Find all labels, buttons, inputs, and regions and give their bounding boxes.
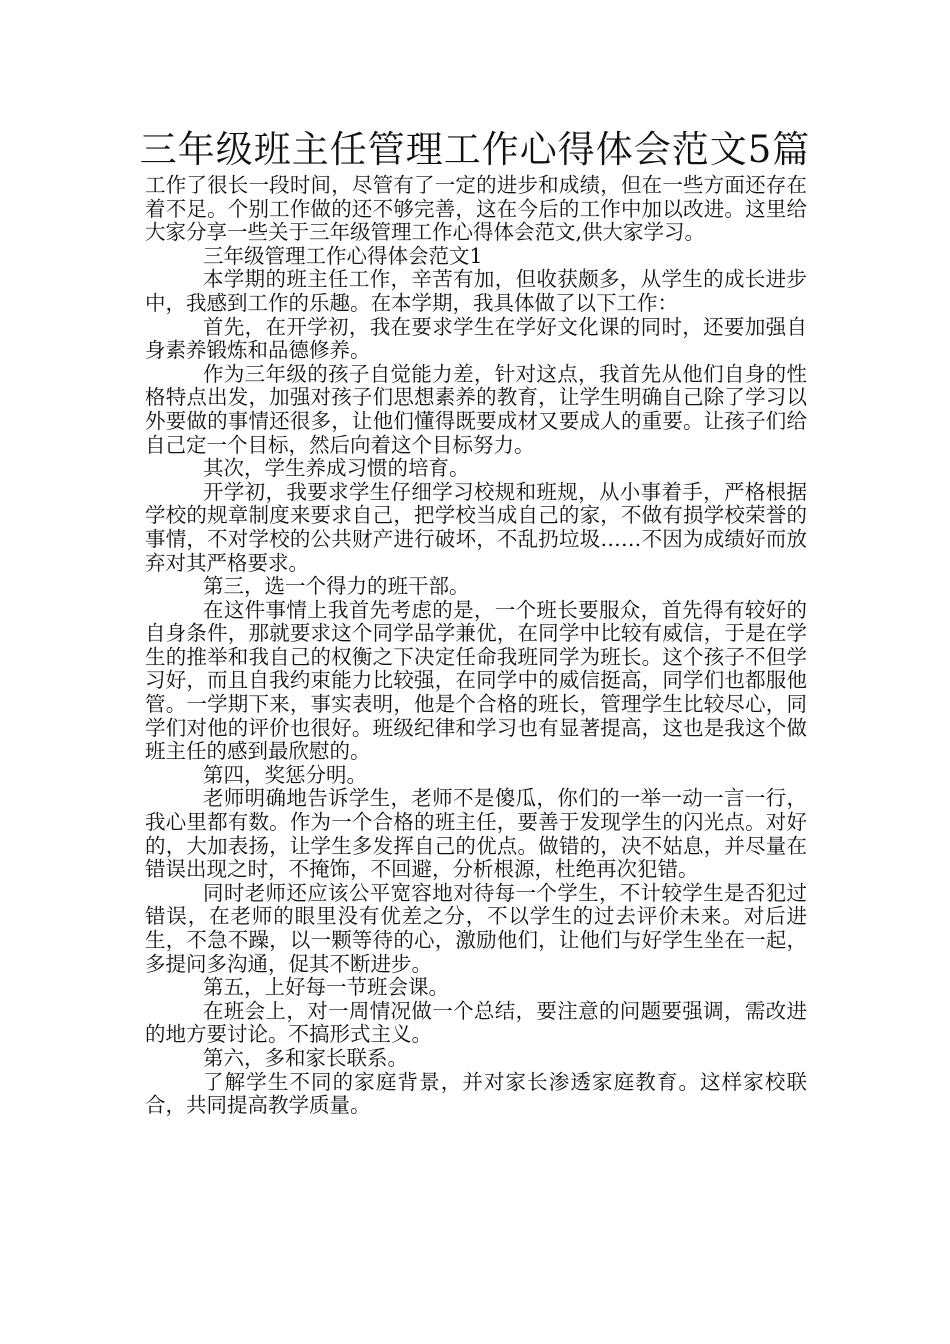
- paragraph: 第三，选一个得力的班干部。: [203, 574, 470, 599]
- paragraph: 首先，在开学初，我在要求学生在学好文化课的同时，还要加强自身素养锻炼和品德修养。: [145, 314, 807, 363]
- paragraph: 三年级管理工作心得体会范文1: [203, 243, 483, 268]
- paragraph: 同时老师还应该公平宽容地对待每一个学生，不计较学生是否犯过错误，在老师的眼里没有优差之分，不以学生的过去评价未来。对后进生，不急不躁，以一颗等待的心，激励他们，让他们与好学生坐在一起，多提问多沟通，促其不断进步。: [145, 880, 807, 976]
- paragraph: 在这件事情上我首先考虑的是，一个班长要服众，首先得有较好的自身条件，那就要求这个同学品学兼优，在同学中比较有威信，于是在学生的推举和我自己的权衡之下决定任命我班同学为班长。这个孩子不但学习好，而且自我约束能力比较强，在同学中的威信挺高，同学们也都服他管。一学期下来，事实表明，他是个合格的班长，管理学生比较尽心，同学们对他的评价也很好。班级纪律和学习也有显著提高，这也是我这个做班主任的感到最欣慰的。: [145, 597, 807, 764]
- paragraph: 开学初，我要求学生仔细学习校规和班规，从小事着手，严格根据学校的规章制度来要求自己，把学校当成自己的家，不做有损学校荣誉的事情，不对学校的公共财产进行破坏，不乱扔垃圾……不因为成绩好而放弃对其严格要求。: [145, 479, 807, 575]
- paragraph: 其次，学生养成习惯的培育。: [203, 456, 470, 481]
- paragraph: 工作了很长一段时间，尽管有了一定的进步和成绩，但在一些方面还存在着不足。个别工作做的还不够完善，这在今后的工作中加以改进。这里给大家分享一些关于三年级管理工作心得体会范文,供大家学习。: [145, 173, 807, 245]
- paragraph: 第四，奖惩分明。: [203, 762, 367, 787]
- paragraph: 了解学生不同的家庭背景，并对家长渗透家庭教育。这样家校联合，共同提高教学质量。: [145, 1069, 807, 1118]
- paragraph: 第五，上好每一节班会课。: [203, 975, 449, 1000]
- paragraph: 老师明确地告诉学生，老师不是傻瓜，你们的一举一动一言一行，我心里都有数。作为一个合格的班主任，要善于发现学生的闪光点。对好的，大加表扬，让学生多发挥自己的优点。做错的，决不姑息，并尽量在错误出现之时，不掩饰，不回避，分析根源，杜绝再次犯错。: [145, 786, 807, 882]
- paragraph: 第六，多和家长联系。: [203, 1045, 408, 1070]
- page-title: 三年级班主任管理工作心得体会范文5篇: [139, 128, 811, 171]
- document-body: [145, 174, 807, 1118]
- paragraph: 作为三年级的孩子自觉能力差，针对这点，我首先从他们自身的性格特点出发，加强对孩子们思想素养的教育，让学生明确自己除了学习以外要做的事情还很多，让他们懂得既要成材又要成人的重要。让孩子们给自己定一个目标，然后向着这个目标努力。: [145, 361, 807, 457]
- paragraph: 本学期的班主任工作，辛苦有加，但收获颇多，从学生的成长进步中，我感到工作的乐趣。在本学期，我具体做了以下工作：: [145, 267, 807, 315]
- paragraph: 在班会上，对一周情况做一个总结，要注意的问题要强调，需改进的地方要讨论。不搞形式主义。: [145, 998, 807, 1047]
